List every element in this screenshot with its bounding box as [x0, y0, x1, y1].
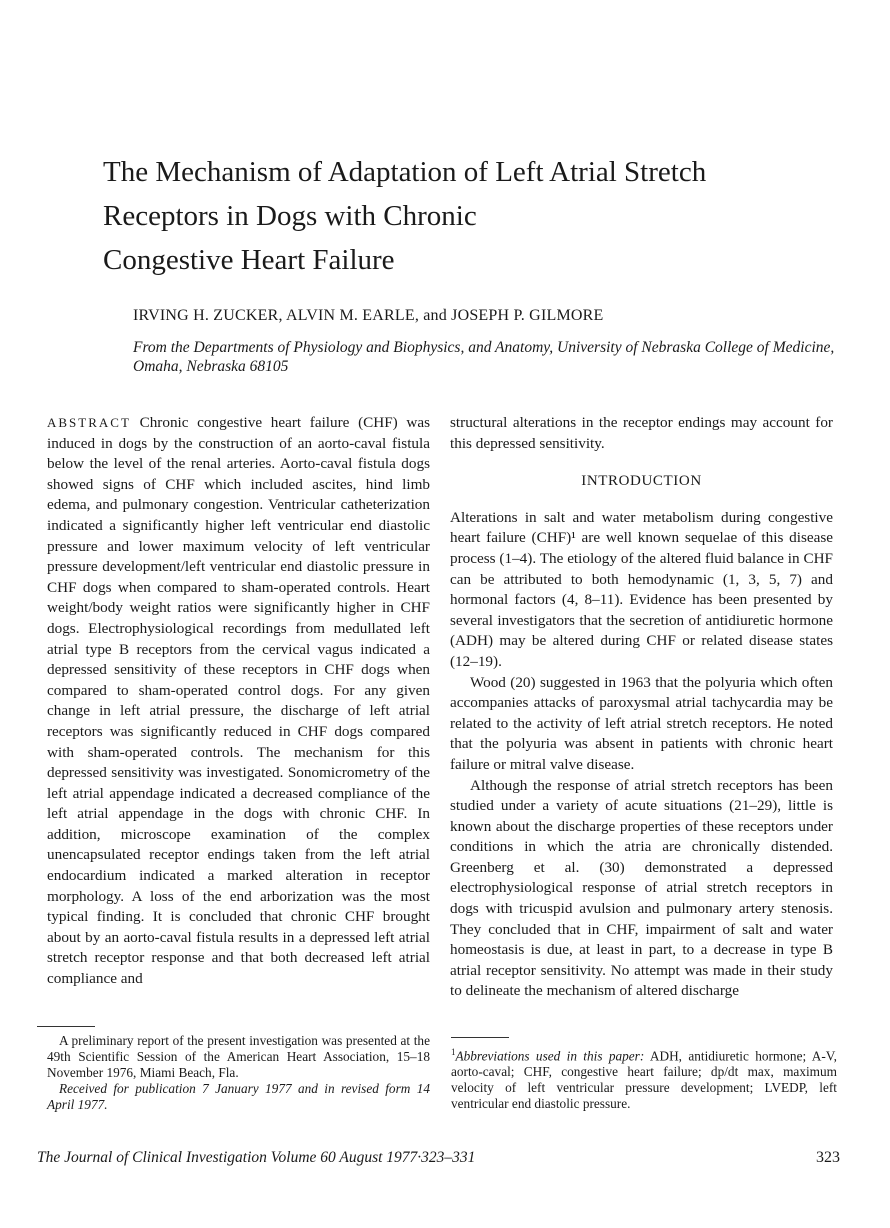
left-column	[47, 413, 430, 990]
introduction-heading: INTRODUCTION	[581, 473, 702, 490]
title-line-3: Congestive Heart Failure	[103, 244, 395, 276]
abbreviations-label: Abbreviations used in this paper:	[455, 1048, 645, 1064]
affiliation: From the Departments of Physiology and Biophysics, and Anatomy, University of Nebraska College of Medicine, Omaha, Nebraska 68105	[133, 339, 835, 375]
author-list: IRVING H. ZUCKER, ALVIN M. EARLE, and JOSEPH P. GILMORE	[133, 307, 604, 324]
intro-paragraph-2: Wood (20) suggested in 1963 that the polyuria which often accompanies attacks of paroxysmal atrial tachycardia may be related to the activity of left atrial stretch receptors. He noted that the polyuria was absent in patients with chronic heart failure or mitral valve disease.	[450, 673, 833, 773]
title-line-1: The Mechanism of Adaptation of Left Atrial Stretch	[103, 156, 707, 188]
footnote-divider-right	[451, 1037, 509, 1038]
abstract-paragraph	[47, 413, 430, 990]
footnote-divider-left	[37, 1026, 95, 1027]
intro-paragraph-1: Alterations in salt and water metabolism during congestive heart failure (CHF)¹ are well known sequelae of this disease process (1–4). The etiology of the altered fluid balance in CHF can be attributed to both hemodynamic (1, 3, 5, 7) and hormonal factors (4, 8–11). Evidence has been presented by several investigators that the secretion of antidiuretic hormone (ADH) may be altered during CHF or related disease states (12–19).	[450, 508, 833, 670]
page-number: 323	[816, 1149, 840, 1166]
journal-citation: The Journal of Clinical Investigation Volume 60 August 1977·323–331	[37, 1149, 476, 1166]
right-column	[450, 413, 833, 1002]
abstract-text: Chronic congestive heart failure (CHF) was induced in dogs by the construction of an aorto-caval fistula below the level of the renal arteries. Aorto-caval fistula dogs showed signs of CHF which included ascites, hind limb edema, and pulmonary congestion. Ventricular catheterization indicated a significantly higher left ventricular end diastolic pressure and lower maximum velocity of left ventricular pressure development/left ventricular end diastolic pressure in CHF dogs when compared to sham-operated controls. Heart weight/body weight ratios were significantly higher in CHF dogs. Electrophysiological recordings from medullated left atrial type B receptors from the cervical vagus indicated a depressed sensitivity of these receptors in CHF dogs when compared to sham-operated control dogs. For any given change in left atrial pressure, the discharge of left atrial receptors was significantly reduced in CHF dogs compared with sham-operated controls. The mechanism for this depressed sensitivity was investigated. Sonomicrometry of the left atrial appendage indicated a decreased compliance of the left atrial appendage in the dogs with chronic CHF. In addition, microscope examination of the complex unencapsulated receptor endings taken from the left atrial endocardium indicated a marked alteration in receptor morphology. A loss of the end arborization was the most typical finding. It is concluded that chronic CHF brought about by an aorto-caval fistula results in a depressed left atrial stretch receptor response and that both decreased left atrial compliance and	[47, 414, 431, 988]
article-title	[103, 150, 823, 282]
footnote-left	[47, 1033, 430, 1113]
title-line-2: Receptors in Dogs with Chronic	[103, 200, 477, 232]
received-date-note: Received for publication 7 January 1977 and in revised form 14 April 1977.	[47, 1081, 430, 1112]
footnote-abbreviations	[451, 1044, 837, 1112]
preliminary-report-note: A preliminary report of the present investigation was presented at the 49th Scientific Session of the American Heart Association, 15–18 November 1976, Miami Beach, Fla.	[47, 1033, 430, 1080]
footnote-marker: 1	[451, 1047, 456, 1057]
abstract-heading: ABSTRACT	[47, 415, 131, 430]
abstract-continuation: structural alterations in the receptor endings may account for this depressed sensitivity.	[450, 414, 833, 452]
abbreviations-text: ADH, antidiuretic hormone; A-V, aorto-caval; CHF, congestive heart failure; dp/dt max, maximum velocity of left ventricular pressure development; LVEDP, left ventricular end diastolic pressure.	[451, 1048, 837, 1112]
intro-paragraph-3: Although the response of atrial stretch receptors has been studied under a variety of acute situations (21–29), little is known about the discharge properties of these receptors under conditions in which the atria are chronically distended. Greenberg et al. (30) demonstrated a depressed electrophysiological response of atrial stretch receptors in dogs with tricuspid avulsion and pulmonary artery stenosis. They concluded that in CHF, impairment of salt and water homeostasis is due, at least in part, to a decrease in type B atrial receptor sensitivity. No attempt was made in their study to delineate the mechanism of altered discharge	[450, 776, 833, 1000]
